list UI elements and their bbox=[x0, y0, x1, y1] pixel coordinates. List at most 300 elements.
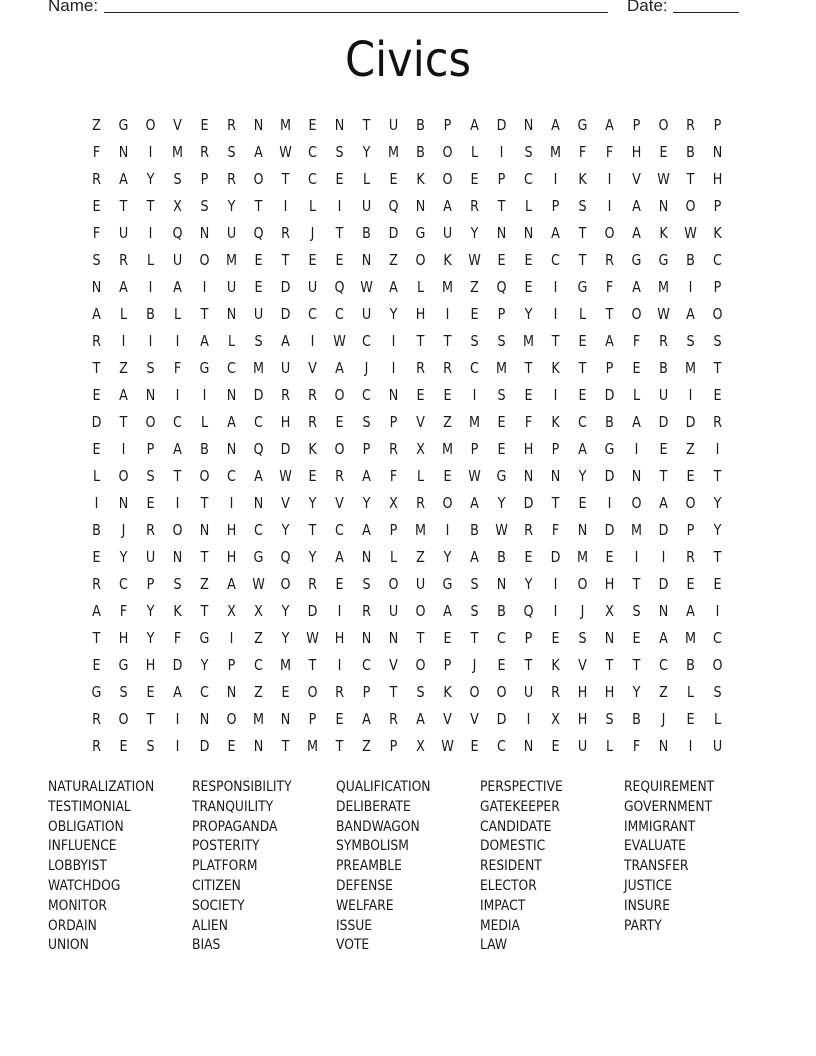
word-list-item: WATCHDOG bbox=[48, 877, 121, 894]
grid-letter: G bbox=[604, 439, 615, 458]
grid-letter: I bbox=[121, 439, 126, 458]
grid-letter: U bbox=[712, 736, 723, 755]
grid-letter: E bbox=[308, 115, 317, 134]
grid-letter: M bbox=[171, 142, 183, 161]
word-list-item: UNION bbox=[48, 937, 89, 954]
grid-letter: V bbox=[335, 493, 344, 512]
grid-letter: E bbox=[524, 250, 533, 269]
word-list-item: GOVERNMENT bbox=[624, 798, 713, 815]
grid-letter: A bbox=[470, 547, 479, 566]
grid-letter: K bbox=[551, 655, 560, 674]
grid-letter: P bbox=[443, 115, 452, 134]
grid-letter: V bbox=[389, 655, 398, 674]
grid-letter: L bbox=[578, 304, 587, 323]
grid-letter: E bbox=[713, 385, 722, 404]
grid-letter: L bbox=[686, 682, 695, 701]
name-blank-line bbox=[104, 12, 608, 13]
grid-letter: K bbox=[173, 601, 182, 620]
grid-letter: Y bbox=[146, 601, 155, 620]
grid-letter: L bbox=[146, 250, 155, 269]
grid-letter: E bbox=[254, 277, 263, 296]
word-list-item: LAW bbox=[480, 937, 508, 954]
grid-letter: B bbox=[659, 358, 668, 377]
grid-letter: N bbox=[253, 493, 264, 512]
grid-letter: L bbox=[713, 709, 722, 728]
grid-letter: T bbox=[416, 628, 425, 647]
grid-letter: I bbox=[472, 385, 477, 404]
grid-letter: D bbox=[496, 115, 507, 134]
grid-letter: S bbox=[497, 385, 506, 404]
worksheet-header bbox=[48, 0, 748, 20]
grid-letter: I bbox=[121, 331, 126, 350]
grid-letter: I bbox=[337, 196, 342, 215]
grid-letter: S bbox=[146, 736, 155, 755]
grid-letter: U bbox=[577, 736, 588, 755]
grid-letter: E bbox=[497, 250, 506, 269]
grid-letter: A bbox=[173, 439, 182, 458]
grid-letter: Y bbox=[308, 547, 317, 566]
grid-letter: R bbox=[416, 493, 425, 512]
grid-letter: S bbox=[335, 142, 344, 161]
grid-letter: N bbox=[199, 520, 210, 539]
grid-letter: N bbox=[280, 709, 291, 728]
grid-letter: N bbox=[496, 574, 507, 593]
grid-letter: T bbox=[632, 655, 641, 674]
grid-letter: M bbox=[495, 358, 507, 377]
grid-letter: Y bbox=[200, 655, 209, 674]
grid-letter: S bbox=[92, 250, 101, 269]
word-list-item: POSTERITY bbox=[192, 838, 260, 855]
grid-letter: R bbox=[308, 412, 317, 431]
grid-letter: E bbox=[335, 412, 344, 431]
grid-letter: C bbox=[335, 520, 344, 539]
grid-letter: R bbox=[389, 709, 398, 728]
grid-letter: E bbox=[146, 493, 155, 512]
grid-letter: E bbox=[470, 304, 479, 323]
grid-letter: E bbox=[92, 655, 101, 674]
grid-letter: B bbox=[686, 655, 695, 674]
grid-letter: U bbox=[118, 223, 129, 242]
grid-letter: H bbox=[226, 547, 237, 566]
grid-letter: S bbox=[578, 196, 587, 215]
grid-letter: K bbox=[443, 250, 452, 269]
grid-letter: R bbox=[416, 358, 425, 377]
grid-letter: D bbox=[199, 736, 210, 755]
grid-letter: Q bbox=[172, 223, 183, 242]
word-list-item: REQUIREMENT bbox=[624, 779, 715, 795]
grid-letter: E bbox=[551, 628, 560, 647]
grid-letter: F bbox=[551, 520, 560, 539]
grid-letter: P bbox=[200, 169, 209, 188]
grid-letter: P bbox=[497, 304, 506, 323]
grid-letter: A bbox=[443, 601, 452, 620]
grid-letter: E bbox=[605, 547, 614, 566]
grid-letter: Z bbox=[254, 682, 263, 701]
grid-letter: Y bbox=[146, 169, 155, 188]
grid-letter: W bbox=[684, 223, 697, 242]
grid-letter: A bbox=[254, 466, 263, 485]
grid-letter: I bbox=[526, 709, 531, 728]
grid-letter: N bbox=[523, 223, 534, 242]
grid-letter: C bbox=[551, 250, 560, 269]
grid-letter: M bbox=[549, 142, 561, 161]
grid-letter: Y bbox=[713, 520, 722, 539]
grid-letter: A bbox=[200, 331, 209, 350]
grid-letter: O bbox=[280, 574, 291, 593]
grid-letter: S bbox=[470, 331, 479, 350]
grid-letter: F bbox=[92, 223, 101, 242]
grid-letter: S bbox=[173, 574, 182, 593]
grid-letter: H bbox=[334, 628, 345, 647]
grid-letter: J bbox=[364, 358, 369, 377]
date-blank-line bbox=[673, 12, 739, 13]
grid-letter: C bbox=[227, 466, 236, 485]
grid-letter: I bbox=[553, 277, 558, 296]
grid-letter: W bbox=[252, 574, 265, 593]
grid-letter: I bbox=[175, 493, 180, 512]
grid-letter: T bbox=[254, 196, 263, 215]
word-list-item: JUSTICE bbox=[624, 877, 673, 894]
grid-letter: U bbox=[442, 223, 453, 242]
word-list-item: BIAS bbox=[192, 937, 221, 954]
word-list-item: SOCIETY bbox=[192, 897, 245, 914]
word-list-item: VOTE bbox=[336, 937, 370, 954]
grid-letter: P bbox=[524, 628, 533, 647]
grid-letter: M bbox=[576, 547, 588, 566]
grid-letter: M bbox=[414, 520, 426, 539]
grid-letter: A bbox=[470, 493, 479, 512]
grid-letter: U bbox=[658, 385, 669, 404]
grid-letter: V bbox=[308, 358, 317, 377]
grid-letter: E bbox=[470, 736, 479, 755]
grid-letter: N bbox=[604, 628, 615, 647]
grid-letter: L bbox=[227, 331, 236, 350]
grid-letter: L bbox=[308, 196, 317, 215]
grid-letter: I bbox=[175, 709, 180, 728]
word-list-item: RESPONSIBILITY bbox=[192, 779, 292, 795]
grid-letter: N bbox=[172, 547, 183, 566]
grid-letter: Y bbox=[362, 142, 371, 161]
grid-letter: O bbox=[415, 655, 426, 674]
grid-letter: F bbox=[605, 142, 614, 161]
grid-letter: O bbox=[118, 709, 129, 728]
grid-letter: O bbox=[631, 304, 642, 323]
grid-letter: X bbox=[551, 709, 560, 728]
grid-letter: A bbox=[470, 115, 479, 134]
grid-letter: E bbox=[281, 682, 290, 701]
grid-letter: H bbox=[577, 709, 588, 728]
grid-letter: P bbox=[497, 169, 506, 188]
grid-letter: D bbox=[658, 412, 669, 431]
grid-letter: G bbox=[415, 223, 426, 242]
word-list-item: EVALUATE bbox=[624, 838, 686, 855]
grid-letter: X bbox=[227, 601, 236, 620]
grid-letter: E bbox=[92, 385, 101, 404]
grid-letter: P bbox=[362, 439, 371, 458]
grid-letter: N bbox=[145, 385, 156, 404]
grid-letter: R bbox=[470, 196, 479, 215]
grid-letter: A bbox=[362, 520, 371, 539]
grid-letter: A bbox=[605, 331, 614, 350]
grid-letter: T bbox=[713, 466, 722, 485]
grid-letter: R bbox=[551, 682, 560, 701]
grid-letter: U bbox=[253, 304, 264, 323]
grid-letter: T bbox=[335, 736, 344, 755]
grid-letter: E bbox=[443, 385, 452, 404]
grid-letter: E bbox=[335, 709, 344, 728]
grid-letter: L bbox=[524, 196, 533, 215]
word-list-item: IMPACT bbox=[480, 897, 526, 914]
grid-letter: R bbox=[92, 736, 101, 755]
grid-letter: S bbox=[416, 682, 425, 701]
grid-letter: Q bbox=[388, 196, 399, 215]
grid-letter: R bbox=[281, 385, 290, 404]
grid-letter: C bbox=[497, 736, 506, 755]
grid-letter: Z bbox=[470, 277, 479, 296]
grid-letter: H bbox=[415, 304, 426, 323]
grid-letter: H bbox=[523, 439, 534, 458]
grid-letter: H bbox=[118, 628, 129, 647]
grid-letter: N bbox=[361, 250, 372, 269]
grid-letter: P bbox=[443, 655, 452, 674]
grid-letter: S bbox=[173, 169, 182, 188]
grid-letter: Z bbox=[362, 736, 371, 755]
grid-letter: C bbox=[119, 574, 128, 593]
grid-letter: C bbox=[335, 304, 344, 323]
grid-letter: M bbox=[306, 736, 318, 755]
grid-letter: R bbox=[335, 682, 344, 701]
grid-letter: I bbox=[445, 304, 450, 323]
grid-letter: W bbox=[441, 736, 454, 755]
grid-letter: E bbox=[686, 466, 695, 485]
grid-letter: A bbox=[254, 142, 263, 161]
grid-letter: T bbox=[713, 547, 722, 566]
word-list-item: LOBBYIST bbox=[48, 858, 107, 875]
grid-letter: O bbox=[577, 574, 588, 593]
grid-letter: H bbox=[577, 682, 588, 701]
word-list-item: TESTIMONIAL bbox=[48, 798, 131, 815]
grid-letter: R bbox=[119, 250, 128, 269]
grid-letter: U bbox=[361, 304, 372, 323]
word-list-item: TRANSFER bbox=[624, 858, 689, 875]
grid-letter: C bbox=[362, 655, 371, 674]
grid-letter: T bbox=[578, 250, 587, 269]
grid-letter: Q bbox=[280, 547, 291, 566]
grid-letter: R bbox=[686, 115, 695, 134]
grid-letter: Z bbox=[254, 628, 263, 647]
grid-letter: Y bbox=[146, 628, 155, 647]
grid-letter: I bbox=[607, 493, 612, 512]
grid-letter: P bbox=[146, 574, 155, 593]
grid-letter: I bbox=[634, 547, 639, 566]
word-list-item: CANDIDATE bbox=[480, 818, 552, 835]
grid-letter: V bbox=[173, 115, 182, 134]
grid-letter: B bbox=[146, 304, 155, 323]
grid-letter: L bbox=[416, 466, 425, 485]
grid-letter: W bbox=[468, 466, 481, 485]
grid-letter: N bbox=[118, 493, 129, 512]
word-list-item: MONITOR bbox=[48, 897, 107, 914]
grid-letter: A bbox=[632, 223, 641, 242]
grid-letter: I bbox=[202, 277, 207, 296]
grid-letter: U bbox=[226, 277, 237, 296]
grid-letter: T bbox=[578, 358, 587, 377]
word-list-item: DOMESTIC bbox=[480, 838, 546, 855]
word-list-item: TRANQUILITY bbox=[192, 798, 274, 815]
grid-letter: R bbox=[389, 439, 398, 458]
grid-letter: A bbox=[335, 547, 344, 566]
grid-letter: P bbox=[551, 196, 560, 215]
grid-letter: O bbox=[199, 466, 210, 485]
grid-letter: R bbox=[443, 358, 452, 377]
word-list-item: IMMIGRANT bbox=[624, 818, 696, 835]
grid-letter: N bbox=[523, 736, 534, 755]
grid-letter: A bbox=[119, 277, 128, 296]
grid-letter: S bbox=[119, 682, 128, 701]
grid-letter: T bbox=[632, 574, 641, 593]
grid-letter: B bbox=[470, 520, 479, 539]
word-list-item: ISSUE bbox=[336, 917, 373, 934]
grid-letter: E bbox=[308, 466, 317, 485]
grid-letter: R bbox=[92, 574, 101, 593]
grid-letter: K bbox=[659, 223, 668, 242]
grid-letter: Y bbox=[308, 493, 317, 512]
word-list-item: ALIEN bbox=[192, 917, 228, 934]
grid-letter: N bbox=[226, 439, 237, 458]
grid-letter: F bbox=[389, 466, 398, 485]
grid-letter: X bbox=[416, 439, 425, 458]
grid-letter: D bbox=[172, 655, 183, 674]
grid-letter: T bbox=[443, 331, 452, 350]
grid-letter: T bbox=[578, 223, 587, 242]
grid-letter: T bbox=[119, 196, 128, 215]
grid-letter: W bbox=[468, 250, 481, 269]
grid-letter: B bbox=[362, 223, 371, 242]
word-list-item: OBLIGATION bbox=[48, 818, 124, 835]
grid-letter: J bbox=[661, 709, 666, 728]
grid-letter: N bbox=[226, 304, 237, 323]
word-list-item: PERSPECTIVE bbox=[480, 779, 563, 795]
grid-letter: T bbox=[524, 358, 533, 377]
grid-letter: S bbox=[227, 142, 236, 161]
grid-letter: B bbox=[416, 115, 425, 134]
grid-letter: E bbox=[470, 169, 479, 188]
grid-letter: I bbox=[148, 277, 153, 296]
grid-letter: K bbox=[551, 358, 560, 377]
grid-letter: O bbox=[469, 682, 480, 701]
grid-letter: P bbox=[146, 439, 155, 458]
grid-letter: R bbox=[605, 250, 614, 269]
grid-letter: U bbox=[307, 277, 318, 296]
word-list-item: CITIZEN bbox=[192, 877, 241, 894]
grid-letter: Z bbox=[659, 682, 668, 701]
grid-letter: T bbox=[605, 304, 614, 323]
grid-letter: I bbox=[391, 331, 396, 350]
grid-letter: D bbox=[280, 277, 291, 296]
grid-letter: T bbox=[281, 169, 290, 188]
grid-letter: N bbox=[550, 466, 561, 485]
grid-letter: A bbox=[443, 196, 452, 215]
grid-letter: T bbox=[335, 223, 344, 242]
grid-letter: C bbox=[254, 520, 263, 539]
grid-letter: P bbox=[308, 709, 317, 728]
grid-letter: B bbox=[416, 142, 425, 161]
grid-letter: U bbox=[145, 547, 156, 566]
grid-letter: F bbox=[173, 628, 182, 647]
grid-letter: Y bbox=[362, 493, 371, 512]
grid-letter: M bbox=[441, 439, 453, 458]
grid-letter: T bbox=[551, 493, 560, 512]
grid-letter: N bbox=[496, 223, 507, 242]
grid-letter: T bbox=[551, 331, 560, 350]
grid-letter: E bbox=[497, 412, 506, 431]
grid-letter: Z bbox=[200, 574, 209, 593]
grid-letter: E bbox=[443, 466, 452, 485]
grid-letter: A bbox=[416, 709, 425, 728]
grid-letter: N bbox=[226, 385, 237, 404]
grid-letter: G bbox=[91, 682, 102, 701]
grid-letter: S bbox=[686, 331, 695, 350]
grid-letter: A bbox=[362, 466, 371, 485]
grid-letter: W bbox=[657, 169, 670, 188]
grid-letter: N bbox=[631, 466, 642, 485]
grid-letter: Y bbox=[632, 682, 641, 701]
grid-letter: N bbox=[226, 682, 237, 701]
grid-letter: M bbox=[225, 250, 237, 269]
grid-letter: B bbox=[92, 520, 101, 539]
word-list-item: ELECTOR bbox=[480, 877, 537, 894]
grid-letter: P bbox=[389, 520, 398, 539]
grid-letter: F bbox=[92, 142, 101, 161]
grid-letter: I bbox=[175, 736, 180, 755]
grid-letter: A bbox=[173, 682, 182, 701]
grid-letter: I bbox=[445, 520, 450, 539]
grid-letter: A bbox=[173, 277, 182, 296]
grid-letter: T bbox=[308, 655, 317, 674]
grid-letter: S bbox=[497, 331, 506, 350]
grid-letter: E bbox=[389, 169, 398, 188]
grid-letter: R bbox=[227, 115, 236, 134]
grid-letter: E bbox=[308, 250, 317, 269]
grid-letter: W bbox=[306, 628, 319, 647]
grid-letter: R bbox=[146, 520, 155, 539]
grid-letter: O bbox=[199, 250, 210, 269]
grid-letter: N bbox=[91, 277, 102, 296]
grid-letter: E bbox=[200, 115, 209, 134]
grid-letter: L bbox=[92, 466, 101, 485]
grid-letter: C bbox=[713, 250, 722, 269]
grid-letter: T bbox=[200, 304, 209, 323]
grid-letter: S bbox=[470, 601, 479, 620]
grid-letter: A bbox=[686, 601, 695, 620]
grid-letter: M bbox=[522, 331, 534, 350]
grid-letter: O bbox=[253, 169, 264, 188]
grid-letter: R bbox=[308, 574, 317, 593]
grid-letter: B bbox=[200, 439, 209, 458]
grid-letter: F bbox=[632, 736, 641, 755]
grid-letter: Y bbox=[389, 304, 398, 323]
grid-letter: J bbox=[310, 223, 315, 242]
grid-letter: M bbox=[279, 655, 291, 674]
grid-letter: E bbox=[686, 574, 695, 593]
grid-letter: D bbox=[658, 520, 669, 539]
grid-letter: C bbox=[497, 628, 506, 647]
grid-letter: E bbox=[686, 709, 695, 728]
grid-letter: D bbox=[388, 223, 399, 242]
grid-letter: A bbox=[227, 412, 236, 431]
grid-letter: A bbox=[227, 574, 236, 593]
word-list-item: PREAMBLE bbox=[336, 858, 402, 875]
